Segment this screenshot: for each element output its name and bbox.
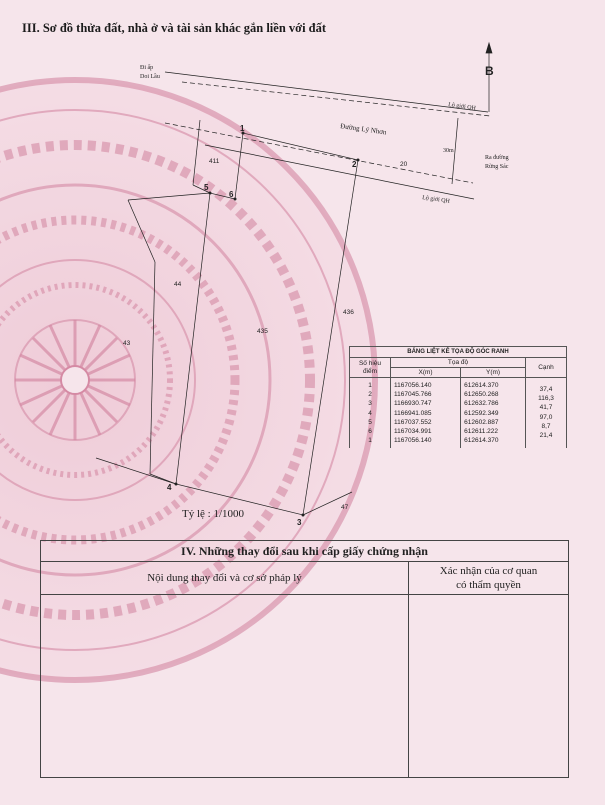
road-width-label: 30m xyxy=(443,148,454,154)
road-edge-top xyxy=(165,72,488,112)
coordinate-table xyxy=(349,346,567,448)
parcel-number-436: 436 xyxy=(343,309,354,316)
column-header-divider xyxy=(41,594,568,595)
changes-section xyxy=(40,540,569,778)
point-ids-cell: 1 2 3 4 5 6 1 xyxy=(350,378,391,449)
neighbor-line-411 xyxy=(193,120,200,185)
parcel-number-411: 411 xyxy=(209,158,220,165)
direction-left-2: Doi Lầu xyxy=(140,74,160,80)
y-column-header: Y(m) xyxy=(461,368,526,378)
section-iii-title: III. Sơ đồ thửa đất, nhà ở và tài sản khác gắn liền với đất xyxy=(22,21,327,35)
change-content-header: Nội dung thay đổi và cơ sở pháp lý xyxy=(147,572,302,584)
parcel-number-435: 435 xyxy=(257,328,268,335)
confirmation-header: Xác nhận của cơ quan có thẩm quyền xyxy=(439,565,538,591)
point-label-3: 3 xyxy=(297,518,302,527)
point-label-1: 1 xyxy=(240,124,245,133)
direction-right-1: Ra đường xyxy=(485,155,509,161)
point-label-2: 2 xyxy=(352,160,357,169)
road-edge-bottom xyxy=(205,145,474,199)
y-values-cell: 612614.370 612650.268 612632.786 612592.349 612602.887 612611.222 612614.370 xyxy=(461,378,526,449)
point-label-6: 6 xyxy=(229,190,234,199)
point-label-5: 5 xyxy=(204,183,209,192)
boundary-line-bottom xyxy=(165,123,473,183)
edge-lengths-cell: 37,4 116,3 41,7 97,0 8,7 21,4 xyxy=(526,378,567,449)
north-label: B xyxy=(485,64,494,78)
direction-left-1: Đi ấp xyxy=(140,65,154,71)
x-values-cell: 1167056.140 1167045.766 1166930.747 1166941.085 1167037.552 1167034.991 1167056.140 xyxy=(391,378,461,449)
boundary-label-bottom: Lộ giới QH xyxy=(421,195,451,205)
road-name: Đường Lý Nhơn xyxy=(339,122,387,137)
map-scale: Tỷ lệ : 1/1000 xyxy=(182,508,245,520)
coordinate-table-caption: BẢNG LIỆT KÊ TỌA ĐỘ GÓC RANH xyxy=(350,347,567,358)
direction-right-2: Rừng Sác xyxy=(485,164,509,170)
parcel-number-43: 43 xyxy=(123,340,131,347)
parcel-number-44: 44 xyxy=(174,281,182,288)
parcel-number-47: 47 xyxy=(341,504,349,511)
edge-column-header: Cạnh xyxy=(526,358,567,378)
section-iv-title: IV. Những thay đổi sau khi cấp giấy chứng nhận xyxy=(41,541,568,562)
point-column-header: Số hiệu điểm xyxy=(350,358,391,378)
point-label-4: 4 xyxy=(167,483,172,492)
coord-column-header: Tọa độ xyxy=(391,358,526,368)
parcel-number-20: 20 xyxy=(400,161,408,168)
boundary-label-top: Lộ giới QH xyxy=(447,102,477,112)
north-arrow-head xyxy=(486,43,492,53)
x-column-header: X(m) xyxy=(391,368,461,378)
boundary-line-top xyxy=(182,82,490,116)
